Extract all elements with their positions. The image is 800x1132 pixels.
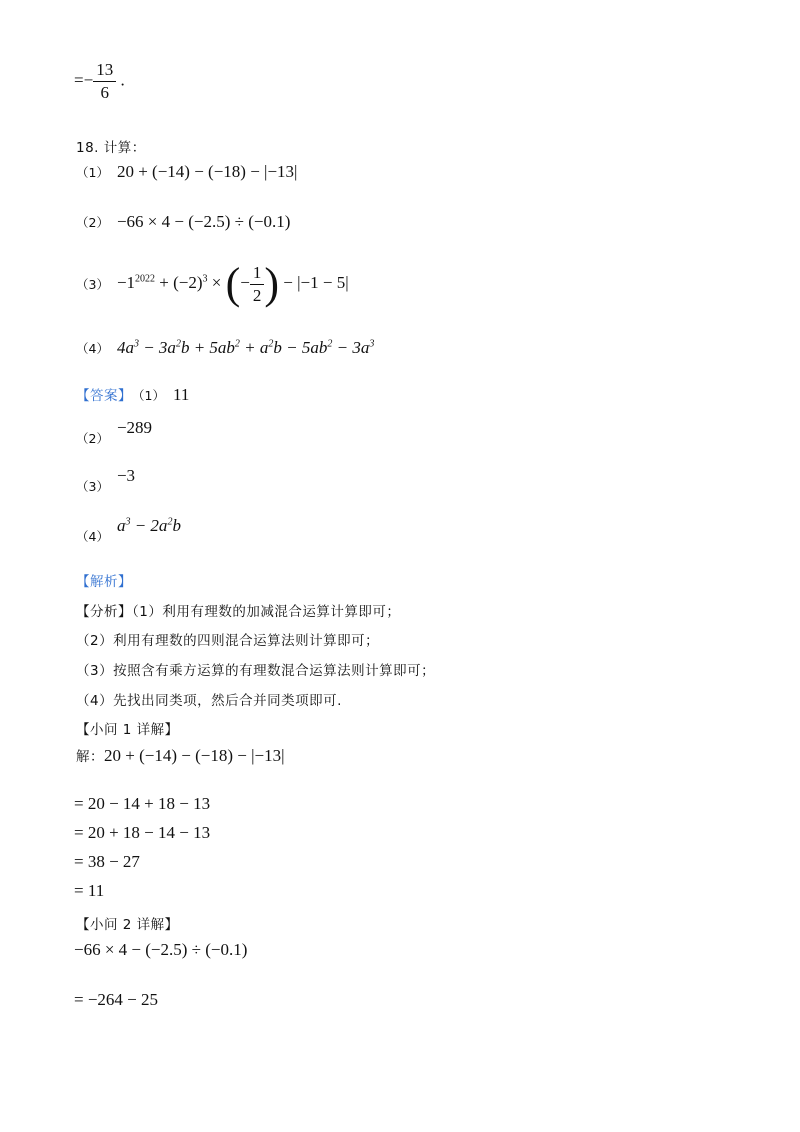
item-label: （3） bbox=[76, 277, 109, 292]
answer-value: −289 bbox=[116, 418, 153, 437]
subquestion-1-title: 【小问 1 详解】 bbox=[76, 722, 179, 738]
answer-item-2 bbox=[76, 418, 152, 447]
expr-part: b − 5ab bbox=[273, 338, 328, 357]
exponent: 3 bbox=[133, 338, 139, 350]
fraction-denominator: 2 bbox=[252, 285, 262, 305]
item-label: （1） bbox=[132, 388, 165, 403]
solution-step: = 11 bbox=[74, 881, 105, 900]
analysis-line: （2）利用有理数的四则混合运算法则计算即可； bbox=[76, 633, 380, 649]
analysis-tag: 【解析】 bbox=[76, 574, 132, 590]
subquestion-2-title: 【小问 2 详解】 bbox=[76, 917, 179, 933]
analysis-line: （4）先找出同类项，然后合并同类项即可. bbox=[76, 693, 342, 709]
exponent: 3 bbox=[125, 516, 131, 528]
expr-part: − 3a bbox=[332, 338, 370, 357]
expr-part: + (−2) bbox=[155, 272, 203, 292]
expr-part: −1 bbox=[116, 272, 136, 292]
analysis-line: 【分析】（1）利用有理数的加减混合运算计算即可； bbox=[76, 604, 401, 620]
question-item-1 bbox=[76, 162, 297, 182]
question-title: 18. 计算： bbox=[76, 140, 146, 156]
fraction bbox=[250, 263, 265, 306]
fraction-numerator: 13 bbox=[93, 60, 116, 82]
solution-step: = 20 + 18 − 14 − 13 bbox=[74, 823, 211, 842]
prev-result-prefix: =− bbox=[74, 70, 94, 90]
prev-result-fraction bbox=[93, 60, 116, 103]
answer-item-1 bbox=[76, 384, 189, 405]
question-item-3 bbox=[76, 259, 349, 308]
question-item-2 bbox=[76, 212, 290, 232]
analysis-line: （3）按照含有乘方运算的有理数混合运算法则计算即可； bbox=[76, 663, 436, 679]
question-expression bbox=[117, 338, 374, 357]
expr-part: + a bbox=[239, 338, 269, 357]
solution-step: = −264 − 25 bbox=[74, 990, 159, 1009]
question-expression: 20 + (−14) − (−18) − |−13| bbox=[116, 162, 298, 181]
item-label: （4） bbox=[76, 529, 109, 544]
left-paren: ( bbox=[225, 259, 241, 308]
expr-part: 4a bbox=[116, 338, 134, 357]
question-expression: −66 × 4 − (−2.5) ÷ (−0.1) bbox=[74, 940, 248, 959]
expr-part: − 2a bbox=[130, 516, 168, 535]
solution-step: = 20 − 14 + 18 − 13 bbox=[74, 794, 211, 813]
subquestion-1-expression bbox=[76, 745, 284, 766]
previous-result bbox=[74, 60, 125, 103]
expr-part: − |−1 − 5| bbox=[279, 272, 349, 292]
answer-tag: 【答案】 bbox=[76, 388, 132, 404]
exponent: 3 bbox=[369, 338, 375, 350]
question-expression: −66 × 4 − (−2.5) ÷ (−0.1) bbox=[116, 212, 291, 231]
item-label: （4） bbox=[76, 341, 109, 356]
question-item-4 bbox=[76, 338, 374, 358]
answer-value: −3 bbox=[116, 466, 136, 485]
right-paren: ) bbox=[264, 259, 280, 308]
expr-part: a bbox=[116, 516, 126, 535]
exponent: 2 bbox=[167, 516, 173, 528]
expr-part: − bbox=[240, 272, 250, 292]
prev-result-suffix: . bbox=[116, 70, 125, 90]
exponent: 2 bbox=[234, 338, 240, 350]
fraction-numerator: 1 bbox=[250, 263, 265, 285]
item-label: （2） bbox=[76, 431, 109, 446]
expr-part: b + 5ab bbox=[180, 338, 235, 357]
answer-value bbox=[117, 516, 181, 535]
question-expression: 20 + (−14) − (−18) − |−13| bbox=[104, 746, 285, 765]
answer-item-3 bbox=[76, 466, 135, 495]
fraction-denominator: 6 bbox=[100, 83, 109, 102]
solution-prefix: 解： bbox=[76, 749, 104, 765]
expr-part: × bbox=[207, 272, 226, 292]
solution-step: = 38 − 27 bbox=[74, 852, 140, 871]
answer-value: 11 bbox=[172, 385, 190, 404]
item-label: （2） bbox=[76, 215, 109, 230]
item-label: （1） bbox=[76, 165, 109, 180]
question-expression bbox=[116, 259, 349, 308]
expr-part: b bbox=[172, 516, 181, 535]
answer-item-4 bbox=[76, 516, 181, 545]
item-label: （3） bbox=[76, 479, 109, 494]
exponent: 2 bbox=[327, 338, 333, 350]
expr-part: − 3a bbox=[138, 338, 176, 357]
exponent: 2 bbox=[268, 338, 274, 350]
exponent: 3 bbox=[202, 273, 208, 285]
exponent: 2 bbox=[175, 338, 181, 350]
exponent: 2022 bbox=[135, 273, 156, 285]
